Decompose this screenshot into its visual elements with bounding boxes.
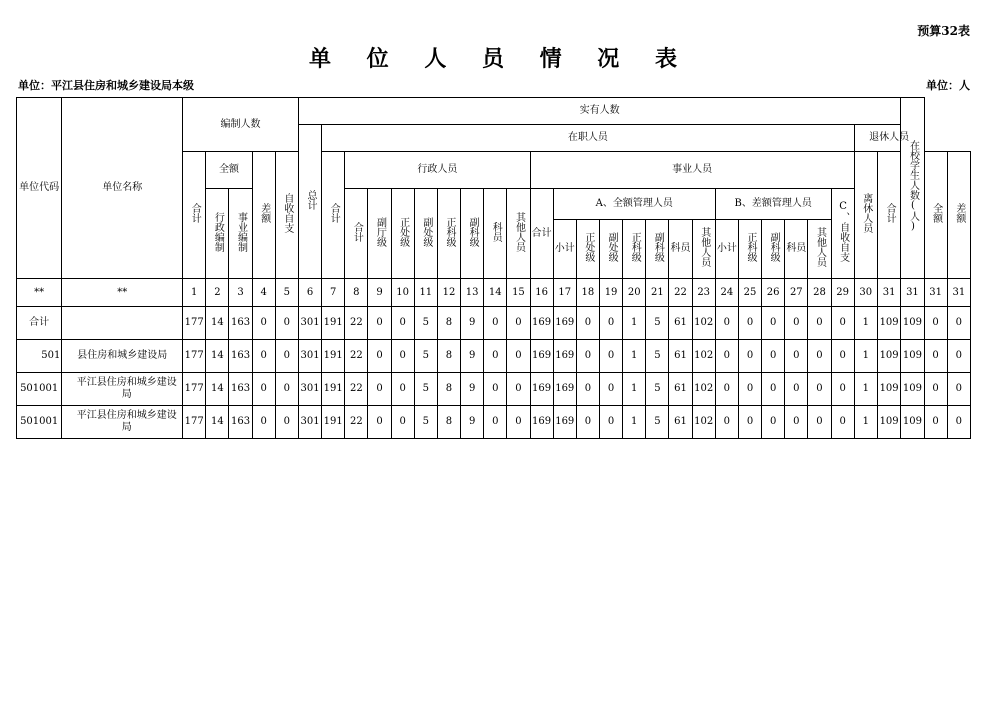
header-c-zishou: C、自收自支 — [831, 189, 854, 279]
value-cell: 0 — [599, 373, 622, 406]
value-cell: 0 — [924, 307, 947, 340]
value-cell: 1 — [854, 373, 877, 406]
header-qe-keyuan: 科员 — [669, 220, 692, 279]
value-cell: 0 — [785, 406, 808, 439]
header-lixiu: 离休人员 — [854, 152, 877, 279]
value-cell: 169 — [553, 307, 576, 340]
value-cell: 163 — [229, 406, 252, 439]
value-cell: 0 — [738, 307, 761, 340]
value-cell: 0 — [252, 340, 275, 373]
index-col-cell: 25 — [738, 279, 761, 307]
value-cell: 169 — [553, 373, 576, 406]
index-name: ** — [62, 279, 183, 307]
header-qe-xiaoji: 小计 — [553, 220, 576, 279]
value-cell: 1 — [854, 406, 877, 439]
value-cell: 0 — [715, 307, 738, 340]
value-cell: 0 — [924, 373, 947, 406]
value-cell: 163 — [229, 340, 252, 373]
value-cell: 0 — [762, 307, 785, 340]
header-shiye-bianzhi: 事业编制 — [229, 189, 252, 279]
value-cell: 22 — [345, 307, 368, 340]
value-cell: 0 — [576, 340, 599, 373]
value-cell: 0 — [275, 307, 298, 340]
header-ce-zhengke: 正科级 — [738, 220, 761, 279]
index-col-cell: 31 — [877, 279, 901, 307]
value-cell: 0 — [391, 406, 414, 439]
value-cell: 22 — [345, 406, 368, 439]
value-cell: 0 — [738, 406, 761, 439]
header-zhengchu: 正处级 — [391, 189, 414, 279]
value-cell: 191 — [322, 373, 345, 406]
value-cell: 5 — [646, 406, 669, 439]
index-col-cell: 21 — [646, 279, 669, 307]
value-cell: 14 — [206, 373, 229, 406]
value-cell: 169 — [530, 406, 553, 439]
value-cell: 1 — [623, 307, 646, 340]
value-cell: 0 — [484, 373, 507, 406]
header-xingzheng-bianzhi: 行政编制 — [206, 189, 229, 279]
index-col-cell: 27 — [785, 279, 808, 307]
index-col-cell: 19 — [599, 279, 622, 307]
index-col-cell: 18 — [576, 279, 599, 307]
value-cell: 0 — [275, 406, 298, 439]
index-col-cell: 13 — [461, 279, 484, 307]
page-title: 单 位 人 员 情 况 表 — [309, 46, 691, 72]
value-cell: 0 — [831, 307, 854, 340]
header-sy-heji: 合计 — [530, 189, 553, 279]
index-col-cell: 10 — [391, 279, 414, 307]
value-cell: 0 — [715, 373, 738, 406]
value-cell: 109 — [901, 406, 924, 439]
value-cell: 1 — [623, 373, 646, 406]
value-cell: 14 — [206, 307, 229, 340]
value-cell: 61 — [669, 340, 692, 373]
value-cell: 5 — [646, 307, 669, 340]
value-cell: 8 — [437, 307, 460, 340]
index-col-cell: 31 — [924, 279, 947, 307]
value-cell: 0 — [576, 307, 599, 340]
value-cell: 163 — [229, 373, 252, 406]
value-cell: 5 — [414, 340, 437, 373]
value-cell: 177 — [183, 340, 206, 373]
value-cell: 109 — [877, 406, 901, 439]
index-row — [17, 279, 971, 307]
value-cell: 0 — [599, 406, 622, 439]
value-cell: 169 — [553, 340, 576, 373]
value-cell: 0 — [762, 406, 785, 439]
index-col-cell: 3 — [229, 279, 252, 307]
value-cell: 169 — [530, 307, 553, 340]
value-cell: 0 — [831, 406, 854, 439]
value-cell: 5 — [414, 307, 437, 340]
index-col-cell: 23 — [692, 279, 715, 307]
index-col-cell: 20 — [623, 279, 646, 307]
index-col-cell: 7 — [322, 279, 345, 307]
table-row — [17, 307, 971, 340]
header-ce-mgmt: B、差额管理人员 — [715, 189, 831, 220]
value-cell: 0 — [831, 340, 854, 373]
value-cell: 177 — [183, 406, 206, 439]
value-cell: 0 — [484, 406, 507, 439]
personnel-table — [16, 97, 971, 439]
header-quan-e: 全额 — [206, 152, 252, 189]
value-cell: 109 — [901, 373, 924, 406]
value-cell: 14 — [206, 340, 229, 373]
index-col-cell: 8 — [345, 279, 368, 307]
value-cell: 22 — [345, 340, 368, 373]
value-cell: 8 — [437, 373, 460, 406]
value-cell: 0 — [368, 373, 391, 406]
index-col-cell: 14 — [484, 279, 507, 307]
index-col-cell: 30 — [854, 279, 877, 307]
index-code: ** — [17, 279, 62, 307]
value-cell: 5 — [414, 406, 437, 439]
value-cell: 301 — [298, 307, 321, 340]
index-col-cell: 16 — [530, 279, 553, 307]
header-shiye: 事业人员 — [530, 152, 854, 189]
unit-name-cell — [62, 307, 183, 340]
value-cell: 0 — [785, 307, 808, 340]
header-chae: 差额 — [252, 152, 275, 279]
value-cell: 8 — [437, 406, 460, 439]
index-col-cell: 24 — [715, 279, 738, 307]
index-col-cell: 4 — [252, 279, 275, 307]
header-qe-mgmt: A、全额管理人员 — [553, 189, 715, 220]
value-cell: 1 — [623, 340, 646, 373]
value-cell: 169 — [530, 340, 553, 373]
value-cell: 0 — [738, 340, 761, 373]
value-cell: 0 — [484, 307, 507, 340]
header-shiyou: 实有人数 — [298, 98, 900, 125]
value-cell: 169 — [530, 373, 553, 406]
header-bianzhi-heji: 合计 — [183, 152, 206, 279]
header-qe-zhengke: 正科级 — [623, 220, 646, 279]
value-cell: 5 — [646, 373, 669, 406]
header-ce-keyuan: 科员 — [785, 220, 808, 279]
value-cell: 102 — [692, 340, 715, 373]
value-cell: 177 — [183, 373, 206, 406]
value-cell: 102 — [692, 373, 715, 406]
table-row — [17, 373, 971, 406]
value-cell: 0 — [275, 340, 298, 373]
value-cell: 0 — [947, 406, 970, 439]
value-cell: 0 — [391, 307, 414, 340]
unit-name-cell: 平江县住房和城乡建设局 — [62, 406, 183, 439]
value-cell: 61 — [669, 307, 692, 340]
value-cell: 169 — [553, 406, 576, 439]
index-col-cell: 6 — [298, 279, 321, 307]
value-cell: 1 — [623, 406, 646, 439]
unit-name-cell: 平江县住房和城乡建设局 — [62, 373, 183, 406]
header-tuixiu-quane: 全额 — [924, 152, 947, 279]
value-cell: 0 — [947, 340, 970, 373]
index-col-cell: 11 — [414, 279, 437, 307]
value-cell: 191 — [322, 307, 345, 340]
value-cell: 1 — [854, 307, 877, 340]
value-cell: 0 — [252, 373, 275, 406]
value-cell: 0 — [484, 340, 507, 373]
index-col-cell: 2 — [206, 279, 229, 307]
value-cell: 0 — [252, 406, 275, 439]
value-cell: 191 — [322, 340, 345, 373]
value-cell: 0 — [275, 373, 298, 406]
value-cell: 22 — [345, 373, 368, 406]
header-qe-fuchu: 副处级 — [599, 220, 622, 279]
header-zaizhi: 在职人员 — [322, 125, 855, 152]
value-cell: 0 — [808, 406, 831, 439]
value-cell: 8 — [437, 340, 460, 373]
value-cell: 0 — [391, 340, 414, 373]
value-cell: 109 — [877, 307, 901, 340]
index-col-cell: 5 — [275, 279, 298, 307]
value-cell: 0 — [762, 373, 785, 406]
index-col-cell: 9 — [368, 279, 391, 307]
value-cell: 61 — [669, 406, 692, 439]
header-ce-fuke: 副科级 — [762, 220, 785, 279]
value-cell: 0 — [252, 307, 275, 340]
value-cell: 9 — [461, 307, 484, 340]
value-cell: 0 — [368, 406, 391, 439]
index-col-cell: 31 — [901, 279, 924, 307]
header-zongji: 总计 — [298, 125, 321, 279]
value-cell: 0 — [599, 340, 622, 373]
value-cell: 301 — [298, 406, 321, 439]
value-cell: 0 — [507, 406, 530, 439]
value-cell: 0 — [368, 307, 391, 340]
index-col-cell: 15 — [507, 279, 530, 307]
index-col-cell: 28 — [808, 279, 831, 307]
header-zishou: 自收自支 — [275, 152, 298, 279]
header-qe-fuke: 副科级 — [646, 220, 669, 279]
value-cell: 9 — [461, 373, 484, 406]
value-cell: 0 — [947, 307, 970, 340]
value-cell: 177 — [183, 307, 206, 340]
value-cell: 301 — [298, 340, 321, 373]
value-cell: 9 — [461, 406, 484, 439]
value-cell: 0 — [762, 340, 785, 373]
value-cell: 0 — [507, 307, 530, 340]
value-cell: 191 — [322, 406, 345, 439]
value-cell: 109 — [877, 373, 901, 406]
header-ce-qita: 其他人员 — [808, 220, 831, 279]
unit-code-cell: 501 — [17, 340, 62, 373]
value-cell: 0 — [785, 373, 808, 406]
header-zaizhi-heji: 合计 — [322, 152, 345, 279]
value-cell: 0 — [924, 340, 947, 373]
value-cell: 0 — [738, 373, 761, 406]
value-cell: 5 — [646, 340, 669, 373]
header-qe-zhengchu: 正处级 — [576, 220, 599, 279]
value-cell: 0 — [391, 373, 414, 406]
unit-code-cell: 合计 — [17, 307, 62, 340]
value-cell: 0 — [715, 340, 738, 373]
header-xz-heji: 合计 — [345, 189, 368, 279]
value-cell: 9 — [461, 340, 484, 373]
header-tuixiu: 退休人员 — [854, 125, 924, 152]
value-cell: 0 — [507, 373, 530, 406]
value-cell: 61 — [669, 373, 692, 406]
header-qe-qita: 其他人员 — [692, 220, 715, 279]
value-cell: 301 — [298, 373, 321, 406]
header-unit-code: 单位代码 — [17, 98, 62, 279]
value-cell: 102 — [692, 406, 715, 439]
value-cell: 0 — [368, 340, 391, 373]
index-col-cell: 22 — [669, 279, 692, 307]
index-col-cell: 31 — [947, 279, 970, 307]
value-cell: 1 — [854, 340, 877, 373]
header-tuixiu-heji: 合计 — [877, 152, 901, 279]
header-keyuan: 科员 — [484, 189, 507, 279]
value-cell: 109 — [901, 307, 924, 340]
value-cell: 0 — [808, 340, 831, 373]
value-cell: 0 — [924, 406, 947, 439]
header-tuixiu-chae: 差额 — [947, 152, 970, 279]
value-cell: 0 — [507, 340, 530, 373]
index-col-cell: 29 — [831, 279, 854, 307]
header-unit-name: 单位名称 — [62, 98, 183, 279]
index-col-cell: 12 — [437, 279, 460, 307]
value-cell: 0 — [715, 406, 738, 439]
value-cell: 102 — [692, 307, 715, 340]
index-col-cell: 26 — [762, 279, 785, 307]
form-number: 预算32表 — [917, 24, 970, 38]
value-cell: 0 — [808, 307, 831, 340]
header-bianzhi: 编制人数 — [183, 98, 299, 152]
value-cell: 0 — [808, 373, 831, 406]
header-futing: 副厅级 — [368, 189, 391, 279]
header-fuke: 副科级 — [461, 189, 484, 279]
unit-code-cell: 501001 — [17, 406, 62, 439]
value-cell: 14 — [206, 406, 229, 439]
value-cell: 0 — [831, 373, 854, 406]
table-row — [17, 406, 971, 439]
header-ce-xiaoji: 小计 — [715, 220, 738, 279]
value-cell: 0 — [599, 307, 622, 340]
value-cell: 163 — [229, 307, 252, 340]
unit-of-measure-label: 单位：人 — [926, 79, 970, 92]
value-cell: 0 — [576, 373, 599, 406]
value-cell: 109 — [877, 340, 901, 373]
value-cell: 0 — [576, 406, 599, 439]
index-col-cell: 17 — [553, 279, 576, 307]
header-qita: 其他人员 — [507, 189, 530, 279]
value-cell: 109 — [901, 340, 924, 373]
value-cell: 0 — [785, 340, 808, 373]
unit-code-cell: 501001 — [17, 373, 62, 406]
header-zaixiao: 在校学生人数(人) — [901, 98, 924, 279]
unit-name-label: 单位：平江县住房和城乡建设局本级 — [18, 79, 194, 92]
header-fuchu: 副处级 — [414, 189, 437, 279]
header-zhengke: 正科级 — [437, 189, 460, 279]
value-cell: 5 — [414, 373, 437, 406]
table-row — [17, 340, 971, 373]
unit-name-cell: 县住房和城乡建设局 — [62, 340, 183, 373]
value-cell: 0 — [947, 373, 970, 406]
index-col-cell: 1 — [183, 279, 206, 307]
header-xingzheng: 行政人员 — [345, 152, 530, 189]
